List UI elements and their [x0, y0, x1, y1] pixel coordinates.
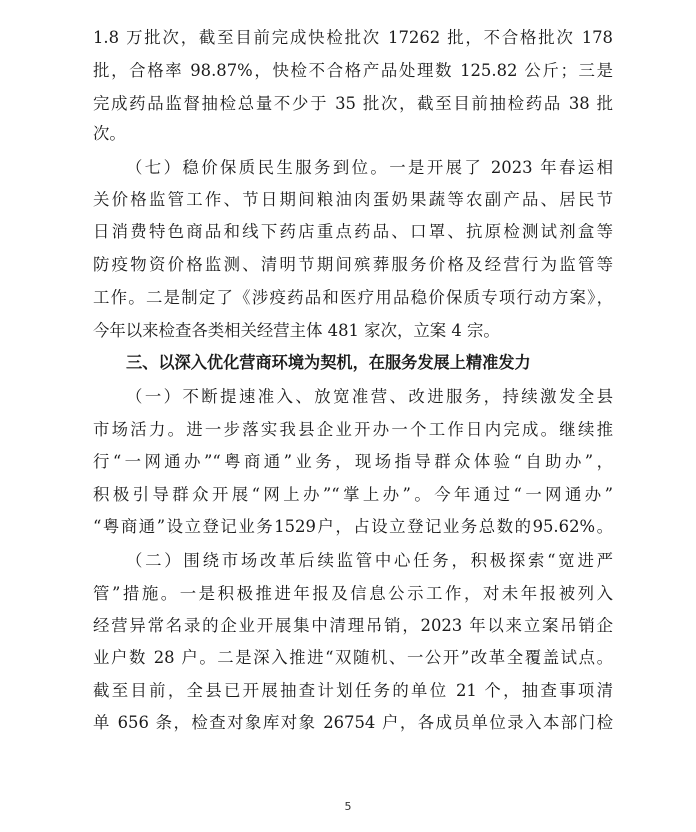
text-line: （一）不断提速准入、放宽准营、改进服务，持续激发全县	[126, 387, 613, 406]
text-line: 工作。二是制定了《涉疫药品和医疗用品稳价保质专项行动方案》，	[93, 288, 613, 307]
text-line: 日消费特色商品和线下药店重点药品、口罩、抗原检测试剂盒等	[93, 222, 613, 241]
text-line: “粤商通”设立登记业务1529户，占设立登记业务总数的95.62%。	[93, 517, 613, 536]
text-line: 批，合格率 98.87%，快检不合格产品处理数 125.82 公斤；三是	[93, 61, 613, 80]
text-line: 管”措施。一是积极推进年报及信息公示工作，对未年报被列入	[93, 584, 613, 603]
text-line: 市场活力。进一步落实我县企业开办一个工作日内完成。继续推	[93, 420, 613, 439]
text-line: （七）稳价保质民生服务到位。一是开展了 2023 年春运相	[126, 158, 613, 177]
section-heading: 三、以深入优化营商环境为契机，在服务发展上精准发力	[126, 353, 531, 372]
text-line: 行“一网通办”“粤商通”业务，现场指导群众体验“自助办”，	[93, 452, 613, 471]
text-line: 关价格监管工作、节日期间粮油肉蛋奶果蔬等农副产品、居民节	[93, 190, 613, 209]
text-line: 防疫物资价格监测、清明节期间殡葬服务价格及经营行为监管等	[93, 255, 613, 274]
text-line: 完成药品监督抽检总量不少于 35 批次，截至目前抽检药品 38 批	[93, 94, 613, 113]
text-line: 单 656 条，检查对象库对象 26754 户，各成员单位录入本部门检	[93, 713, 613, 732]
text-line: 经营异常名录的企业开展集中清理吊销，2023 年以来立案吊销企	[93, 616, 613, 635]
text-line: 截至目前，全县已开展抽查计划任务的单位 21 个，抽查事项清	[93, 681, 613, 700]
page-number: 5	[344, 800, 352, 813]
text-line: 1.8 万批次，截至目前完成快检批次 17262 批，不合格批次 178	[93, 28, 613, 47]
text-line: 业户数 28 户。二是深入推进“双随机、一公开”改革全覆盖试点。	[93, 648, 613, 667]
text-line: 今年以来检查各类相关经营主体 481 家次，立案 4 宗。	[93, 321, 500, 340]
text-line: （二）围绕市场改革后续监管中心任务，积极探索“宽进严	[126, 551, 613, 570]
text-line: 次。	[93, 124, 126, 143]
text-line: 积极引导群众开展“网上办”“掌上办”。今年通过“一网通办”	[93, 485, 613, 504]
